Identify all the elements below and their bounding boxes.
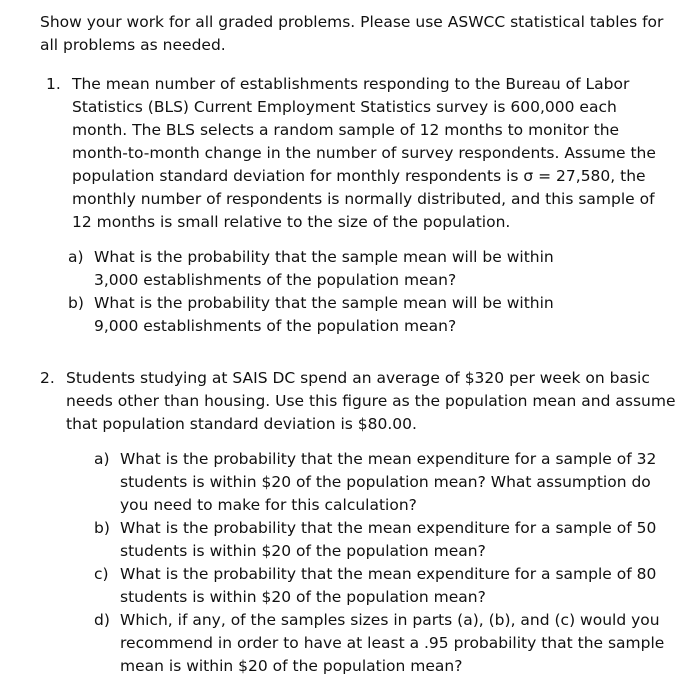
part-text: Which, if any, of the samples sizes in parts (a), (b), and (c) would you recommend in order to have at least a .95 probability that the sample mean is within $20 of the population mean?	[120, 611, 665, 675]
problem-number: 2.	[40, 369, 55, 387]
part-text: What is the probability that the mean expenditure for a sample of 32 students is within $20 of the population mean? What assumption do you need to make for this calculation?	[120, 450, 657, 514]
problem-text: Students studying at SAIS DC spend an average of $320 per week on basic needs other than housing. Use this figure as the population mean and assume that population standard deviation is $80.00.	[66, 369, 676, 433]
instructions-paragraph: Show your work for all graded problems. Please use ASWCC statistical tables for all problems as needed.	[40, 13, 664, 54]
part-letter: b)	[68, 294, 84, 312]
problem-1-part-b	[68, 292, 668, 338]
part-letter: c)	[94, 565, 109, 583]
problem-2-part-d	[94, 609, 674, 678]
part-letter: a)	[68, 248, 84, 266]
part-text: What is the probability that the mean expenditure for a sample of 50 students is within $20 of the population mean?	[120, 519, 657, 560]
problem-text: The mean number of establishments responding to the Bureau of Labor Statistics (BLS) Current Employment Statistics survey is 600,000 each month. The BLS selects a random sample of 12 months to monitor the month-to-month change in the number of survey respondents. Assume the population standard deviation for monthly respondents is σ = 27,580, the monthly number of respondents is normally distributed, and this sample of 12 months is small relative to the size of the population.	[72, 75, 656, 231]
problem-number: 1.	[46, 75, 61, 93]
part-text: What is the probability that the mean expenditure for a sample of 80 students is within $20 of the population mean?	[120, 565, 657, 606]
problem-1-part-a	[68, 246, 668, 292]
problem-2-part-c	[94, 563, 674, 609]
part-letter: a)	[94, 450, 110, 468]
part-letter: b)	[94, 519, 110, 537]
part-letter: d)	[94, 611, 110, 629]
problem-1	[46, 73, 686, 234]
problem-2-part-b	[94, 517, 674, 563]
problem-2-part-a	[94, 448, 674, 517]
part-text: What is the probability that the sample mean will be within 9,000 establishments of the population mean?	[94, 294, 554, 335]
part-text: What is the probability that the sample mean will be within 3,000 establishments of the population mean?	[94, 248, 554, 289]
problem-2	[40, 367, 680, 436]
